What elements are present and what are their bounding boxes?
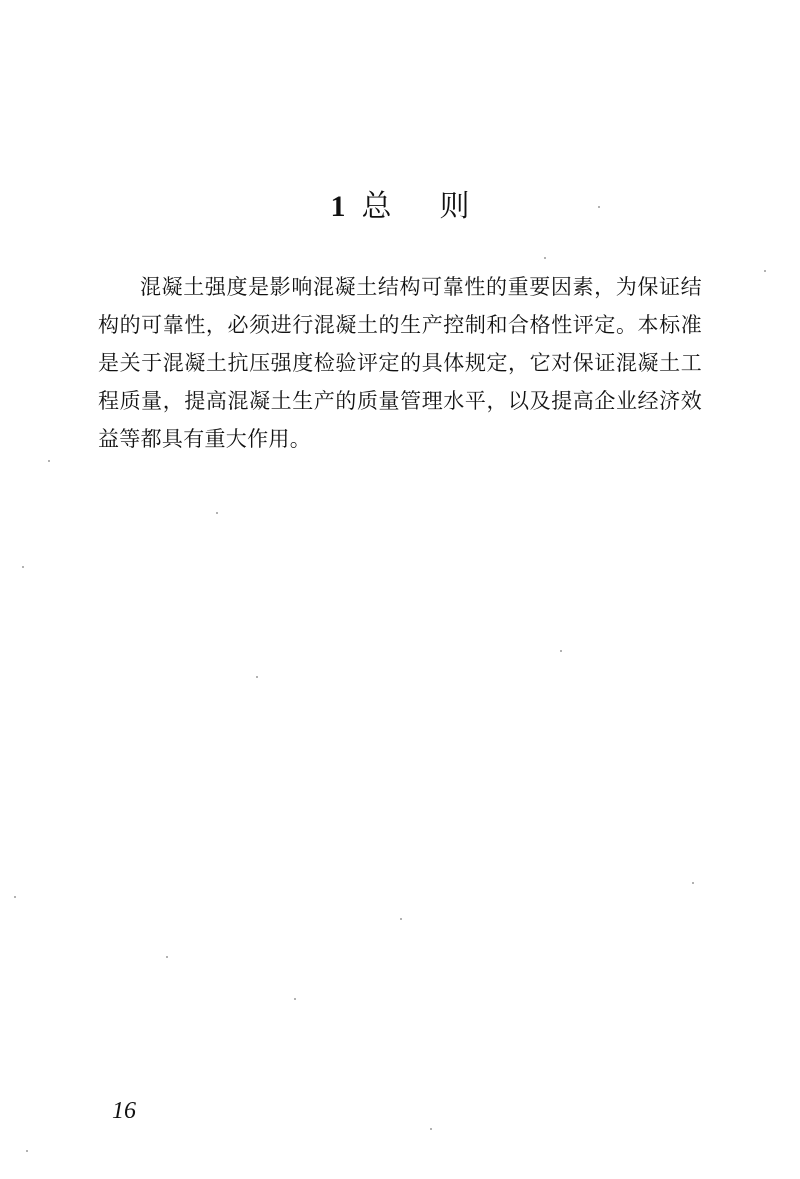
scan-speck bbox=[26, 1150, 28, 1152]
scan-speck bbox=[166, 956, 168, 958]
scan-speck bbox=[598, 206, 600, 208]
scan-speck bbox=[48, 460, 50, 462]
scan-speck bbox=[216, 512, 218, 514]
scan-speck bbox=[294, 998, 296, 1000]
chapter-title bbox=[362, 189, 470, 224]
scan-speck bbox=[544, 257, 546, 259]
scan-speck bbox=[430, 1128, 432, 1130]
scan-speck bbox=[692, 882, 694, 884]
chapter-title-part-1: 总 bbox=[361, 189, 392, 224]
scan-speck bbox=[256, 676, 258, 678]
scan-speck bbox=[14, 896, 16, 898]
scan-speck bbox=[22, 566, 24, 568]
scan-speck bbox=[560, 650, 562, 652]
chapter-heading bbox=[0, 185, 800, 229]
scan-speck bbox=[400, 918, 402, 920]
body-paragraph: 混凝土强度是影响混凝土结构可靠性的重要因素，为保证结构的可靠性，必须进行混凝土的生产控制和合格性评定。本标准是关于混凝土抗压强度检验评定的具体规定，它对保证混凝土工程质量，提高混凝土生产的质量管理水平，以及提高企业经济效益等都具有重大作用。 bbox=[98, 275, 702, 451]
scan-speck bbox=[764, 270, 766, 272]
page-number: 16 bbox=[112, 1098, 136, 1124]
chapter-title-part-2: 则 bbox=[439, 189, 470, 224]
chapter-number: 1 bbox=[330, 190, 346, 223]
